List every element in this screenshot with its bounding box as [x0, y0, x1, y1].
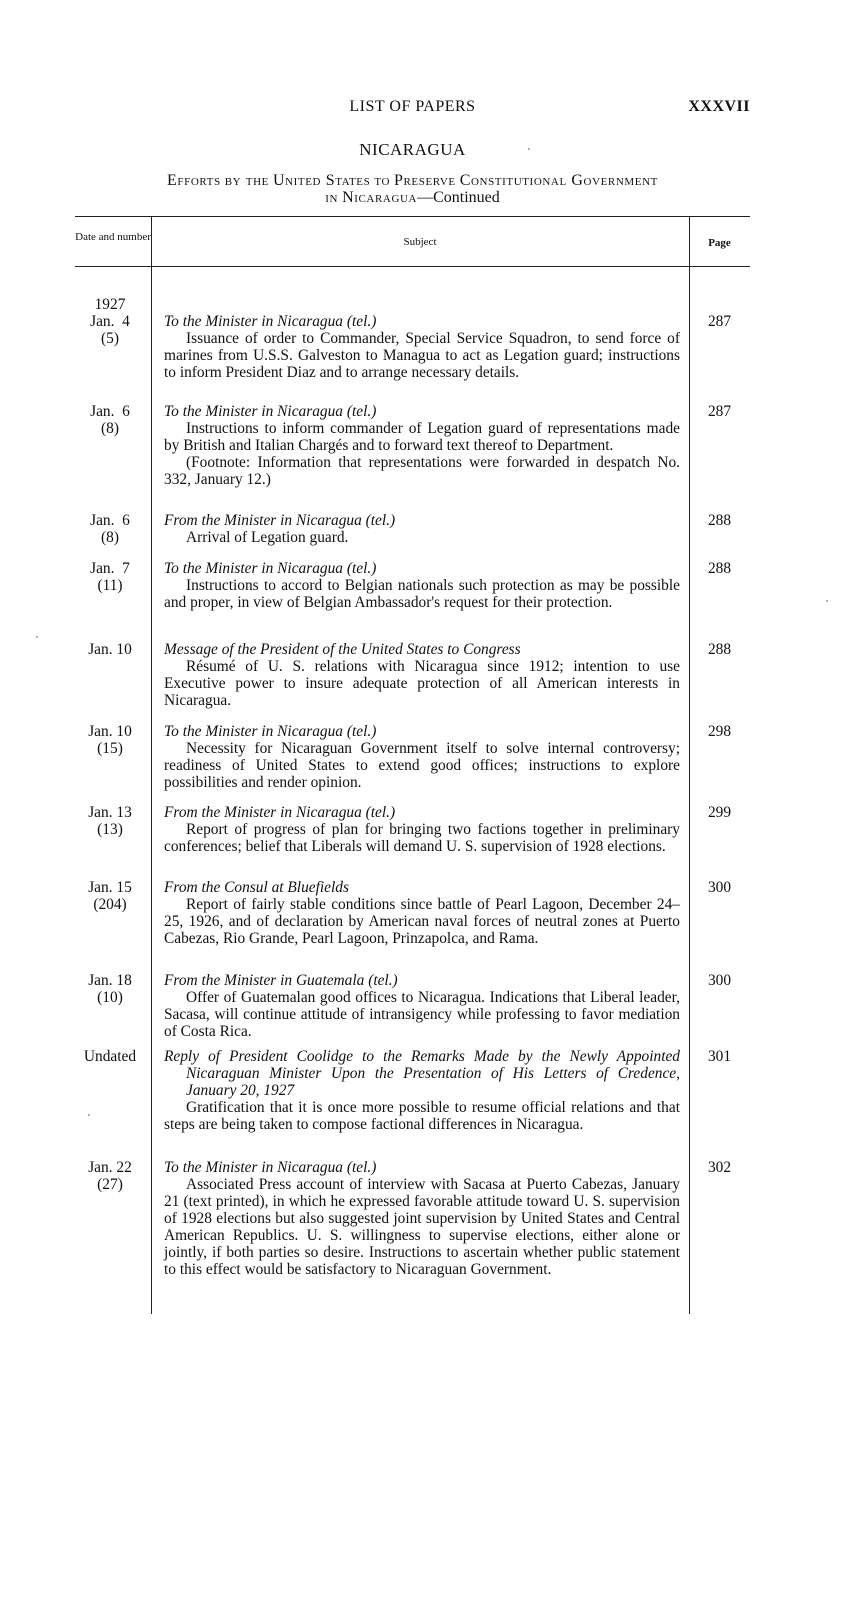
entry-number: (204): [93, 896, 127, 913]
entry-page-number: 288: [707, 512, 732, 529]
entry-page-number: 299: [707, 804, 732, 821]
entry-date-label: Undated: [83, 1048, 137, 1065]
entry-subject: [164, 512, 680, 546]
entry-address: [164, 879, 680, 896]
entry-description: Necessity for Nicaraguan Government itself to solve internal controversy; readiness of United States to extend good offices; instructions to explore possibilities and render opinion.: [164, 740, 680, 791]
entry-telegram-mark: (tel.): [346, 560, 377, 577]
entry-address: [164, 1159, 680, 1176]
entry-page-number: 287: [707, 313, 732, 330]
running-title: LIST OF PAPERS: [349, 98, 476, 115]
entry-subject: [164, 1159, 680, 1278]
section-title-word: Efforts: [167, 172, 221, 189]
entry-subject: [164, 641, 680, 709]
entry-date: [75, 641, 145, 658]
entry-date-label: Jan. 7: [90, 560, 130, 577]
entry-description: Instructions to inform commander of Legation guard of representations made by British and Italian Chargés and to forward text thereof to Department.: [164, 420, 680, 454]
entry-number: (15): [97, 740, 123, 757]
entry-page-number: 288: [707, 641, 732, 658]
entry-description: Offer of Guatemalan good offices to Nicaragua. Indications that Liberal leader, Sacasa, will continue attitude of intransigency while professing to favor mediation of Costa Rica.: [164, 989, 680, 1040]
entry-subject: [164, 560, 680, 611]
entry-date: [75, 560, 145, 594]
entry-date-label: Jan. 18: [88, 972, 132, 989]
entry-telegram-mark: (tel.): [346, 1159, 377, 1176]
entry-description: Gratification that it is once more possible to resume official relations and that steps are being taken to compose factional differences in Nicaragua.: [164, 1099, 680, 1133]
entry-date: [75, 296, 145, 347]
running-head: [75, 98, 750, 120]
entry-subject: [164, 403, 680, 488]
entry-address: [164, 804, 680, 821]
section-title-word: by the: [224, 172, 269, 189]
entry-number: (27): [97, 1176, 123, 1193]
entry-description: Instructions to accord to Belgian nationals such protection as may be possible and proper, in view of Belgian Ambassador's request for their protection.: [164, 577, 680, 611]
entry-number: (8): [101, 420, 119, 437]
section-title-word: Constitutional Government: [459, 172, 658, 189]
entry-description: Report of fairly stable conditions since battle of Pearl Lagoon, December 24–25, 1926, and of declaration by American naval forces of neutral zones at Puerto Cabezas, Rio Grande, Pearl Lagoon, Prinzapolca, and Rama.: [164, 896, 680, 947]
entry-subject: [164, 313, 680, 381]
entry-date-label: Jan. 22: [88, 1159, 132, 1176]
papers-table: [75, 216, 750, 1316]
entry-date-label: Jan. 10: [88, 641, 132, 658]
entry-date-label: Jan. 10: [88, 723, 132, 740]
section-title: [75, 172, 750, 206]
entry-address-text: To the Minister in Nicaragua: [164, 403, 343, 420]
entry-address-text: From the Minister in Nicaragua: [164, 512, 362, 529]
page-folio: XXXVII: [688, 98, 750, 115]
entry-date: [75, 1048, 145, 1065]
entry-description: Associated Press account of interview with Sacasa at Puerto Cabezas, January 21 (text printed), in which he expressed favorable attitude toward U. S. supervision of 1928 elections but also suggested joint supervision by United States and Central American Republics. U. S. willingness to supervise elections, either alone or jointly, if both parties so desire. Instructions to ascertain whether public statement to this effect would be satisfactory to Nicaraguan Government.: [164, 1176, 680, 1278]
entry-page-number: 298: [707, 723, 732, 740]
table-header-rule: [75, 266, 750, 267]
entry-address-text: To the Minister in Nicaragua: [164, 313, 343, 330]
table-top-rule: [75, 216, 750, 217]
entry-description: Arrival of Legation guard.: [186, 529, 349, 546]
entry-date-label: Jan. 4: [90, 313, 130, 330]
print-speck: [88, 1114, 90, 1116]
entry-telegram-mark: (tel.): [365, 512, 396, 529]
print-speck: [528, 148, 530, 150]
entry-address-text: From the Minister in Nicaragua: [164, 804, 362, 821]
entry-number: (10): [97, 989, 123, 1006]
entry-telegram-mark: (tel.): [346, 313, 377, 330]
entry-subject: [164, 723, 680, 791]
entry-telegram-mark: (tel.): [365, 804, 396, 821]
entry-telegram-mark: (tel.): [346, 403, 377, 420]
entry-address: [164, 560, 680, 577]
entry-footnote: (Footnote: Information that representations were forwarded in despatch No. 332, January 12.): [164, 454, 680, 488]
entry-address: [164, 723, 680, 740]
entry-address-text: To the Minister in Nicaragua: [164, 723, 343, 740]
entry-address-text: To the Minister in Nicaragua: [164, 560, 343, 577]
section-title-word: United States: [272, 172, 371, 189]
entry-date: [75, 972, 145, 1006]
entry-address-text: From the Consul at Bluefields: [164, 879, 349, 896]
entry-date: [75, 512, 145, 546]
entry-number: (13): [97, 821, 123, 838]
column-header-date: Date and number: [75, 231, 151, 243]
entry-address: [164, 403, 680, 420]
section-title-word: to: [374, 172, 390, 189]
entry-subject: [164, 804, 680, 855]
section-title-word: Nicaragua: [342, 189, 418, 206]
entry-date: [75, 1159, 145, 1193]
entry-date-label: Jan. 6: [90, 512, 130, 529]
entry-address: [164, 1048, 680, 1099]
entry-address: [164, 313, 680, 330]
entry-description: Résumé of U. S. relations with Nicaragua since 1912; intention to use Executive power to insure adequate protection of all American interests in Nicaragua.: [164, 658, 680, 709]
entry-page-number: 300: [707, 972, 732, 989]
entry-page-number: 287: [707, 403, 732, 420]
entry-year: 1927: [94, 296, 126, 313]
entry-date: [75, 879, 145, 913]
print-speck: [826, 600, 828, 602]
column-header-page: Page: [708, 237, 731, 249]
entry-subject: [164, 879, 680, 947]
column-divider-date: [151, 216, 152, 1314]
entry-number: (8): [101, 529, 119, 546]
entry-description: Issuance of order to Commander, Special Service Squadron, to send force of marines from U.S.S. Galveston to Managua to act as Legation guard; instructions to inform President Diaz and to arrange necessary details.: [164, 330, 680, 381]
entry-date: [75, 403, 145, 437]
entry-address-text: To the Minister in Nicaragua: [164, 1159, 343, 1176]
entry-subject: [164, 1048, 680, 1133]
entry-telegram-mark: (tel.): [368, 972, 398, 989]
country-heading: NICARAGUA: [359, 140, 466, 159]
entry-page-number: 301: [707, 1048, 732, 1065]
entry-page-number: 300: [707, 879, 732, 896]
entry-telegram-mark: (tel.): [346, 723, 377, 740]
print-speck: [36, 636, 38, 638]
entry-page-number: 302: [707, 1159, 732, 1176]
entry-description: Report of progress of plan for bringing two factions together in preliminary conferences; belief that Liberals will demand U. S. supervision of 1928 elections.: [164, 821, 680, 855]
entry-address-text: Reply of President Coolidge to the Remarks Made by the Newly Appointed Nicaraguan Minister Upon the Presentation of His Letters of Credence, January 20, 1927: [164, 1048, 680, 1099]
entry-address: [164, 641, 680, 658]
column-header-subject: Subject: [403, 236, 437, 248]
entry-address-text: From the Minister in Guatemala: [164, 972, 365, 989]
entry-date-label: Jan. 15: [88, 879, 132, 896]
entry-page-number: 288: [707, 560, 732, 577]
entry-date: [75, 804, 145, 838]
entry-number: (11): [97, 577, 123, 594]
entry-date-label: Jan. 6: [90, 403, 130, 420]
entry-subject: [164, 972, 680, 1040]
entry-date-label: Jan. 13: [88, 804, 132, 821]
section-title-word: in: [325, 189, 339, 206]
section-title-continued: —Continued: [417, 189, 500, 206]
entry-address: [164, 972, 680, 989]
entry-address: [164, 512, 680, 529]
entry-address-text: Message of the President of the United States to Congress: [164, 641, 521, 658]
entry-date: [75, 723, 145, 757]
entry-number: (5): [101, 330, 119, 347]
section-title-word: Preserve: [394, 172, 456, 189]
